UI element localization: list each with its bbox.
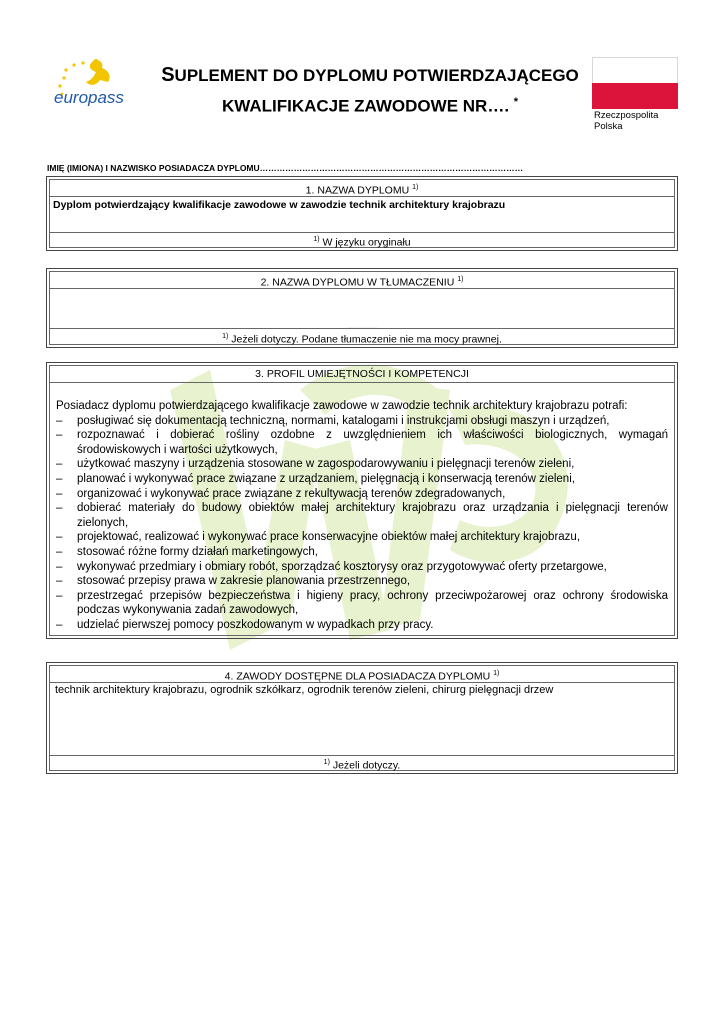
section-occupations — [46, 662, 678, 774]
translated-name-placeholder: ——— — [346, 322, 378, 334]
section-3-header: 3. PROFIL UMIEJĘTNOŚCI I KOMPETENCJI — [50, 366, 674, 383]
section-diploma-name — [46, 176, 678, 251]
list-item: – stosować różne formy działań marketingowych, — [56, 545, 668, 560]
section-2-footnote: $^{1)}$ Jeżeli dotyczy. Podane tłumaczenie nie ma mocy prawnej. — [50, 328, 674, 344]
europass-logo — [52, 56, 147, 106]
list-item: – przestrzegać przepisów bezpieczeństwa i higieny pracy, ochrony przeciwpożarowej oraz ochrony środowiska podczas wykonywania zadań zawodowych, — [56, 589, 668, 618]
list-item: – wykonywać przedmiary i obmiary robót, sporządzać kosztorysy oraz przygotowywać oferty przetargowe, — [56, 560, 668, 575]
skills-intro: Posiadacz dyplomu potwierdzającego kwalifikacje zawodowe w zawodzie technik architektury krajobrazu potrafi: — [56, 400, 628, 412]
list-item: – projektować, realizować i wykonywać prace konserwacyjne obiektów małej architektury krajobrazu, — [56, 530, 668, 545]
occupations-text: technik architektury krajobrazu, ogrodnik szkółkarz, ogrodnik terenów zieleni, chirurg pielęgnacji drzew — [55, 684, 554, 696]
list-item: – rozpoznawać i dobierać rośliny ozdobne z uwzględnieniem ich właściwości biologicznych, wymagań środowiskowych i wartości użytkowych, — [56, 428, 668, 457]
list-item: – posługiwać się dokumentacją techniczną, normami, katalogami i instrukcjami obsługi maszyn i urządzeń, — [56, 414, 668, 429]
section-translated-name — [46, 268, 678, 348]
section-skills-profile — [46, 362, 678, 639]
list-item: – organizować i wykonywać prace związane z rekultywacją terenów zdegradowanych, — [56, 487, 668, 502]
list-item: – dobierać materiały do budowy obiektów małej architektury krajobrazu oraz urządzania i pielęgnacji terenów zielonych, — [56, 501, 668, 530]
section-2-header: 2. NAZWA DYPLOMU W TŁUMACZENIU $^{1)}$ — [50, 272, 674, 289]
country-name: Rzeczpospolita Polska — [594, 110, 659, 132]
list-item: – udzielać pierwszej pomocy poszkodowanym w wypadkach przy pracy. — [56, 618, 668, 633]
list-item: – użytkować maszyny i urządzenia stosowane w zagospodarowywaniu i pielęgnacji terenów zieleni, — [56, 457, 668, 472]
section-4-footnote: $^{1)}$ Jeżeli dotyczy. — [50, 755, 674, 770]
diploma-name-text: Dyplom potwierdzający kwalifikacje zawodowe w zawodzie technik architektury krajobrazu — [53, 199, 506, 211]
section-1-footnote: $^{1)}$ W języku oryginału — [50, 232, 674, 247]
skills-list — [56, 414, 668, 633]
list-item: – planować i wykonywać prace związane z urządzaniem, pielęgnacją i konserwacją terenów zieleni, — [56, 472, 668, 487]
section-1-header: 1. NAZWA DYPLOMU $^{1)}$ — [50, 180, 674, 197]
polish-flag — [592, 57, 678, 109]
document-title: SUPLEMENT DO DYPLOMU POTWIERDZAJĄCEGO KWALIFIKACJE ZAWODOWE NR…. * — [161, 64, 579, 116]
holder-name-label: IMIĘ (IMIONA) I NAZWISKO POSIADACZA DYPLOMU………………………………………………………………………………… — [47, 163, 524, 173]
section-4-header: 4. ZAWODY DOSTĘPNE DLA POSIADACZA DYPLOMU $^{1)}$ — [50, 666, 674, 683]
list-item: – stosować przepisy prawa w zakresie planowania przestrzennego, — [56, 574, 668, 589]
logo-text: europass — [54, 88, 124, 106]
